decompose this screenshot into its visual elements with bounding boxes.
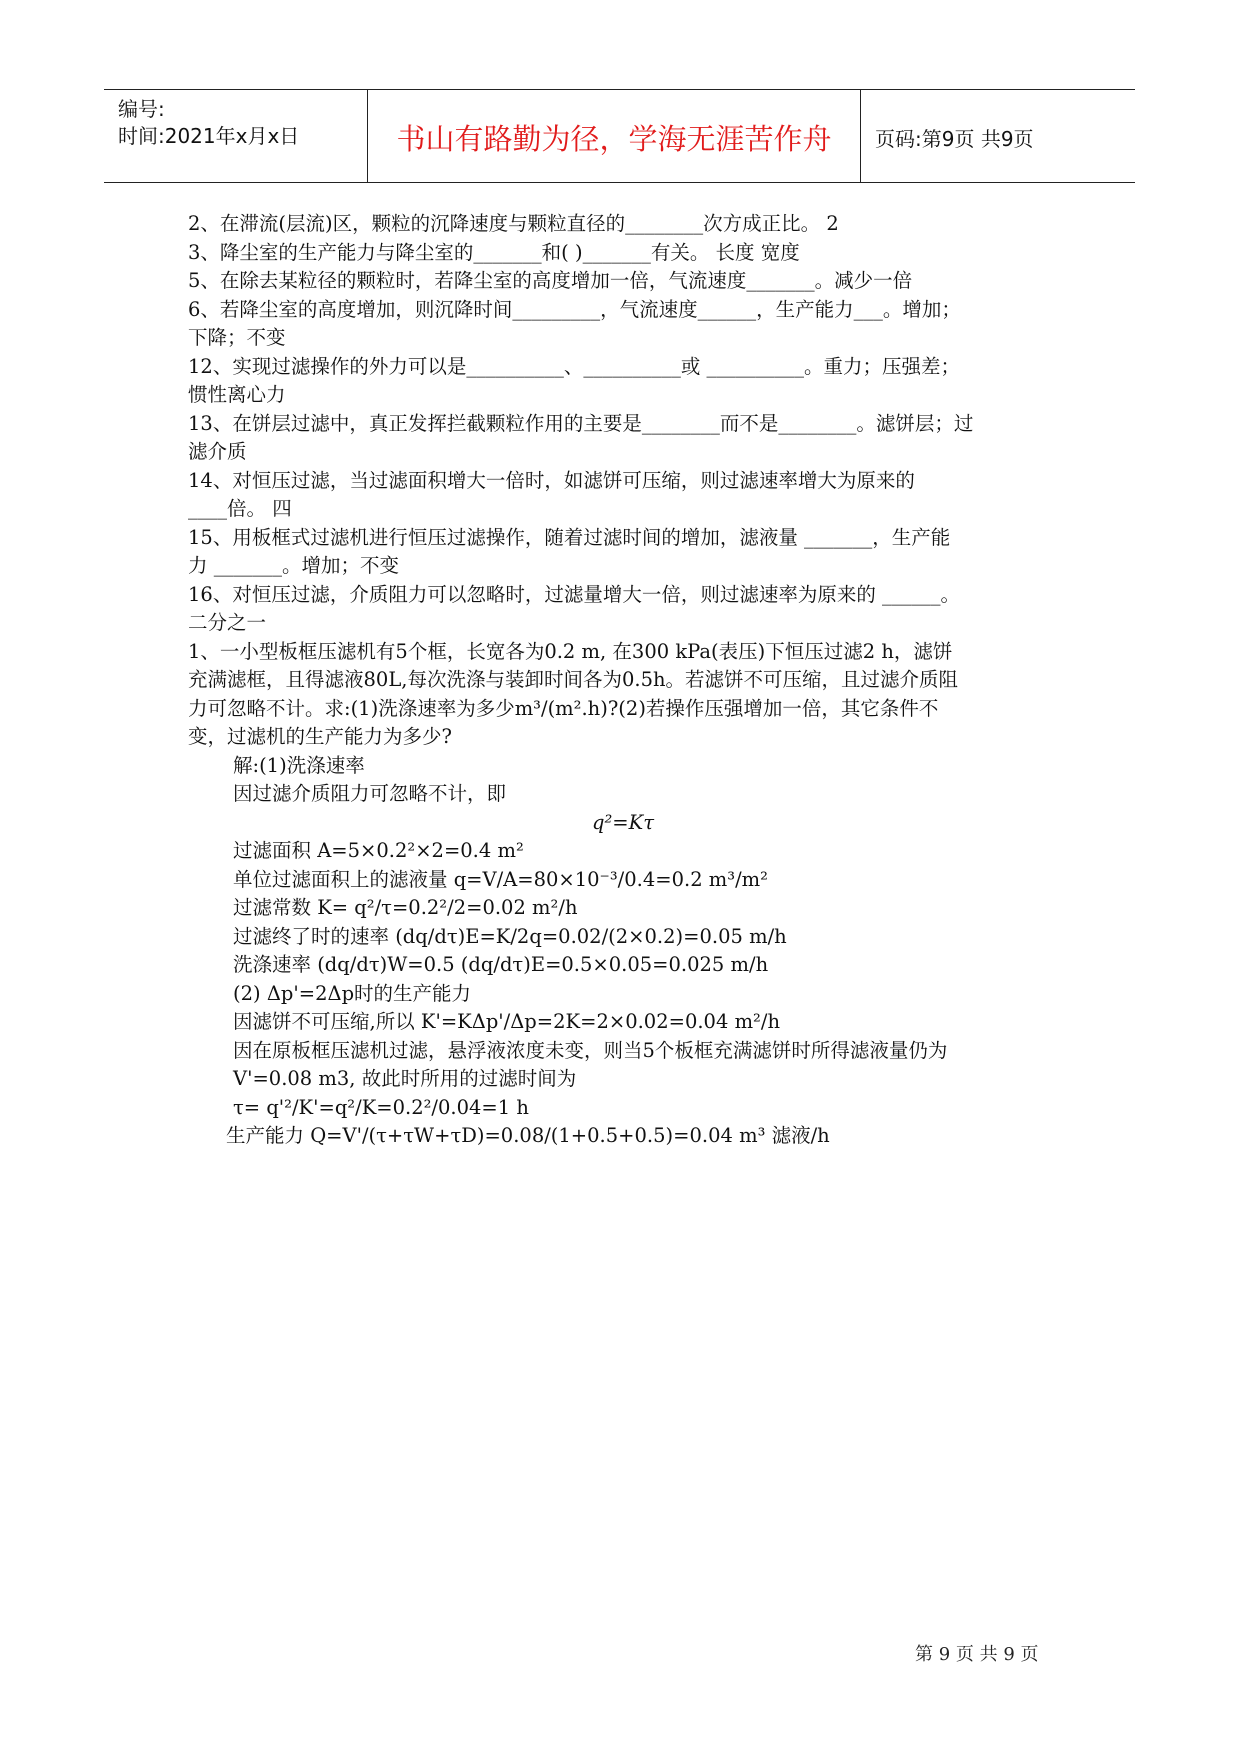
text-line: 3、降尘室的生产能力与降尘室的_______和( )_______有关。 长度 宽度: [188, 240, 800, 264]
header-motto: 书山有路勤为径，学海无涯苦作舟: [396, 122, 832, 156]
solution-line: V'=0.08 m3, 故此时所用的过滤时间为: [233, 1067, 577, 1090]
solution-line: 过滤常数 K= q²/τ=0.2²/2=0.02 m²/h: [233, 896, 578, 919]
solution-line: 因在原板框压滤机过滤，悬浮液浓度未变，则当5个板框充满滤饼时所得滤液量仍为: [233, 1038, 948, 1062]
text-line: 滤介质: [188, 440, 247, 463]
text-line: 16、对恒压过滤，介质阻力可以忽略时，过滤量增大一倍，则过滤速率为原来的 ______。: [188, 582, 961, 606]
solution-line: 过滤终了时的速率 (dq/dτ)E=K/2q=0.02/(2×0.2)=0.05 m/h: [233, 924, 787, 948]
text-line: 5、在除去某粒径的颗粒时，若降尘室的高度增加一倍，气流速度_______。减少一倍: [188, 269, 913, 292]
page-footer: 第 9 页 共 9 页: [915, 1644, 1039, 1665]
text-line: 2、在滞流(层流)区，颗粒的沉降速度与颗粒直径的________次方成正比。 2: [188, 212, 839, 235]
solution-line: 生产能力 Q=V'/(τ+τW+τD)=0.08/(1+0.5+0.5)=0.04 m³ 滤液/h: [226, 1124, 830, 1147]
header-motto-cell: [368, 90, 861, 182]
text-line: 15、用板框式过滤机进行恒压过滤操作，随着过滤时间的增加，滤液量 _______，生产能: [188, 525, 951, 549]
text-line: 二分之一: [188, 611, 267, 634]
text-line: 1、一小型板框压滤机有5个框，长宽各为0.2 m, 在300 kPa(表压)下恒压过滤2 h，滤饼: [188, 639, 953, 663]
text-line: 变，过滤机的生产能力为多少?: [188, 725, 452, 748]
header-page-info: 页码:第9页 共9页: [875, 127, 1034, 151]
solution-line: (2) Δp'=2Δp时的生产能力: [233, 981, 472, 1005]
solution-line: 解:(1)洗涤速率: [233, 753, 365, 777]
solution-line: 因过滤介质阻力可忽略不计，即: [233, 782, 507, 805]
text-line: ____倍。 四: [188, 497, 292, 520]
document-number-label: 编号:: [118, 97, 165, 121]
solution-equation: q²=Kτ: [592, 810, 654, 834]
text-line: 充满滤框，且得滤液80L,每次洗涤与装卸时间各为0.5h。若滤饼不可压缩，且过滤介质阻: [188, 668, 959, 691]
text-line: 12、实现过滤操作的外力可以是__________、__________或 __________。重力；压强差；: [188, 354, 961, 378]
document-body: [188, 210, 1058, 1151]
text-line: 力可忽略不计。求:(1)洗涤速率为多少m³/(m².h)?(2)若操作压强增加一倍，其它条件不: [188, 696, 939, 720]
solution-line: τ= q'²/K'=q²/K=0.2²/0.04=1 h: [233, 1095, 529, 1119]
text-line: 力 _______。增加；不变: [188, 554, 399, 577]
text-line: 下降；不变: [188, 326, 286, 349]
solution-line: 因滤饼不可压缩,所以 K'=KΔp'/Δp=2K=2×0.02=0.04 m²/h: [233, 1010, 780, 1033]
text-line: 6、若降尘室的高度增加，则沉降时间_________，气流速度______，生产能力___。增加；: [188, 297, 961, 321]
document-time-label: 时间:2021年x月x日: [118, 124, 300, 148]
text-line: 14、对恒压过滤，当过滤面积增大一倍时，如滤饼可压缩，则过滤速率增大为原来的: [188, 468, 915, 492]
solution-line: 单位过滤面积上的滤液量 q=V/A=80×10⁻³/0.4=0.2 m³/m²: [233, 867, 768, 891]
header-left-cell: [104, 90, 368, 182]
page-header: [104, 89, 1135, 183]
header-page-cell: [861, 90, 1135, 182]
solution-line: 洗涤速率 (dq/dτ)W=0.5 (dq/dτ)E=0.5×0.05=0.025 m/h: [233, 953, 769, 976]
solution-line: 过滤面积 A=5×0.2²×2=0.4 m²: [233, 839, 524, 862]
text-line: 惯性离心力: [188, 383, 286, 406]
text-line: 13、在饼层过滤中，真正发挥拦截颗粒作用的主要是________而不是________。滤饼层；过: [188, 411, 974, 435]
